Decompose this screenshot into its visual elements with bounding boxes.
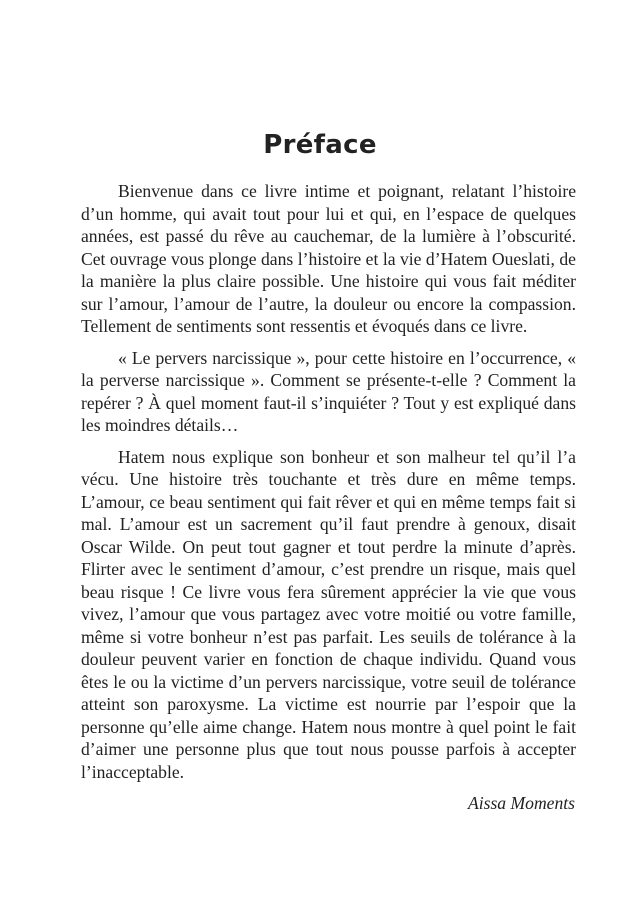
paragraph-3: Hatem nous explique son bonheur et son malheur tel qu’il l’a vécu. Une histoire très touchante et très dure en même temps. L’amour, ce beau sentiment qui fait rêver et qui en même temps fait si mal. L’amour est un sacrement qu’il faut prendre à genoux, disait Oscar Wilde. On peut tout gagner et tout perdre la minute d’après. Flirter avec le sentiment d’amour, c’est prendre un risque, mais quel beau risque ! Ce livre vous fera sûrement apprécier la vie que vous vivez, l’amour que vous partagez avec votre moitié ou votre famille, même si votre bonheur n’est pas parfait. Les seuils de tolérance à la douleur peuvent varier en fonction de chaque individu. Quand vous êtes le ou la victime d’un pervers narcissique, votre seuil de tolérance atteint son paroxysme. La victime est nourrie par l’espoir que la personne qu’elle aime change. Hatem nous montre à quel point le fait d’aimer une personne plus que tout nous pousse parfois à accepter l’inacceptable. — [81, 446, 576, 782]
author-signature: Aissa Moments — [467, 793, 575, 813]
paragraph-1: Bienvenue dans ce livre intime et poignant, relatant l’histoire d’un homme, qui avait tout pour lui et qui, en l’espace de quelques années, est passé du rêve au cauchemar, de la lumière à l’obscurité. Cet ouvrage vous plonge dans l’histoire et la vie d’Hatem Oueslati, de la manière la plus claire possible. Une histoire qui vous fait méditer sur l’amour, l’amour de l’autre, la douleur ou encore la compassion. Tellement de sentiments sont ressentis et évoqués dans ce livre. — [81, 181, 576, 336]
paragraph-2: « Le pervers narcissique », pour cette histoire en l’occurrence, « la perverse narcissique ». Comment se présente-t-elle ? Comment la repérer ? À quel moment faut-il s’inquiéter ? Tout y est expliqué dans les moindres détails… — [81, 347, 576, 435]
page-title: Préface — [263, 130, 377, 160]
preface-body — [81, 180, 576, 792]
